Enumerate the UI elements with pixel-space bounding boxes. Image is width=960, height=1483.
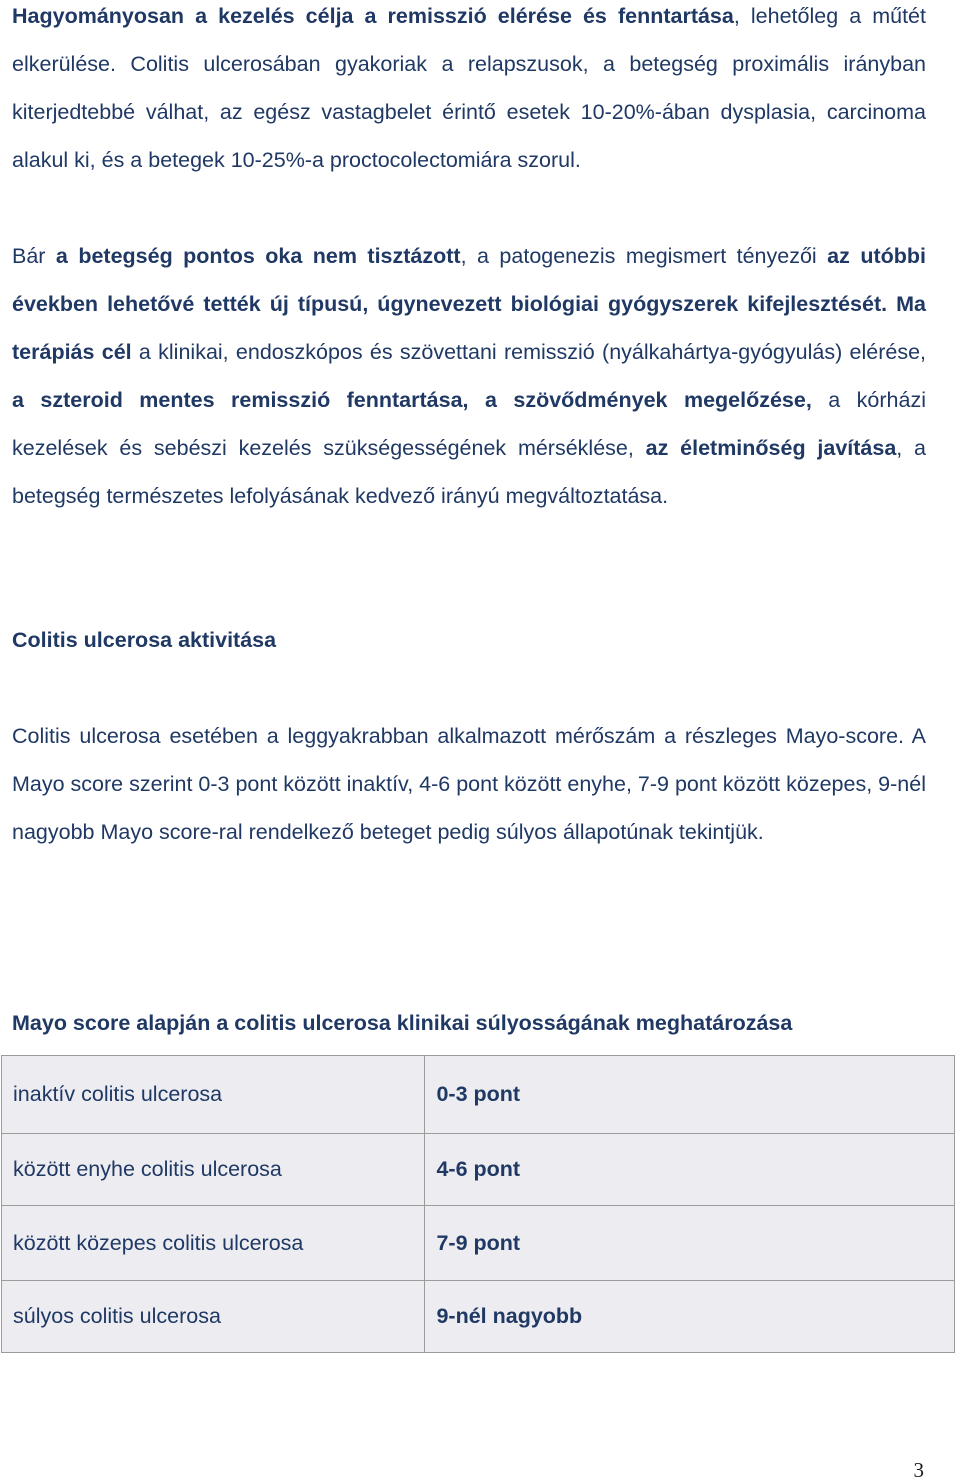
table-cell-value: 4-6 pont (425, 1134, 955, 1206)
paragraph-text: , a patogenezis megismert tényezői (460, 244, 828, 268)
paragraph-text: a klinikai, endoszkópos és szövettani remisszió (nyálkahártya-gyógyulás) elérése, (131, 340, 927, 364)
paragraph-bold-lead: Hagyományosan a kezelés célja a remisszió elérése és fenntartása (12, 4, 734, 28)
paragraph-bold: az utóbbi években lehetővé tették új típusú, úgynevezett biológiai gyógyszerek kifejlesztését. Ma terápiás cél (12, 244, 926, 364)
paragraph-treatment-goal (12, 0, 926, 184)
table-cell-label: inaktív colitis ulcerosa (2, 1056, 425, 1134)
section-heading-activity: Colitis ulcerosa aktivitása (12, 628, 277, 652)
paragraph-text: , a betegség természetes lefolyásának kedvező irányú megváltoztatása. (12, 436, 927, 508)
table-row (2, 1134, 955, 1206)
table-cell-value: 7-9 pont (425, 1206, 955, 1281)
table-cell-label: súlyos colitis ulcerosa (2, 1281, 425, 1353)
paragraph-text: a kórházi kezelések és sebészi kezelés szükségességének mérséklése, (12, 388, 926, 460)
table-heading: Mayo score alapján a colitis ulcerosa klinikai súlyosságának meghatározása (12, 1011, 793, 1035)
paragraph-mayo-score: Colitis ulcerosa esetében a leggyakrabban alkalmazott mérőszám a részleges Mayo-score. A Mayo score szerint 0-3 pont között inaktív, 4-6 pont között enyhe, 7-9 pont között közepes, 9-nél nagyobb Mayo score-ral rendelkező beteget pedig súlyos állapotúnak tekintjük. (12, 724, 926, 844)
table-row (2, 1206, 955, 1281)
paragraph-bold: a betegség pontos oka nem tisztázott (55, 244, 461, 268)
table-cell-label: között közepes colitis ulcerosa (2, 1206, 425, 1281)
paragraph-text: , lehetőleg a műtét elkerülése. Colitis ulcerosában gyakoriak a relapszusok, a betegség proximális irányban kiterjedtebbé válhat, az egész vastagbelet érintő esetek 10-20%-ában dysplasia, carcinoma alakul ki, és a betegek 10-25%-a proctocolectomiára szorul. (12, 4, 926, 172)
table-cell-label: között enyhe colitis ulcerosa (2, 1134, 425, 1206)
page-number: 3 (913, 1458, 924, 1482)
paragraph-text: Bár (12, 244, 56, 268)
table-row (2, 1056, 955, 1134)
paragraph-therapy-aims (12, 232, 926, 520)
table-cell-value: 9-nél nagyobb (425, 1281, 955, 1353)
mayo-severity-table (1, 1055, 955, 1353)
paragraph-bold: az életminőség javítása (645, 436, 897, 460)
table-cell-value: 0-3 pont (425, 1056, 955, 1134)
paragraph-bold: a szteroid mentes remisszió fenntartása, a szövődmények megelőzése, (12, 388, 812, 412)
table-row (2, 1281, 955, 1353)
